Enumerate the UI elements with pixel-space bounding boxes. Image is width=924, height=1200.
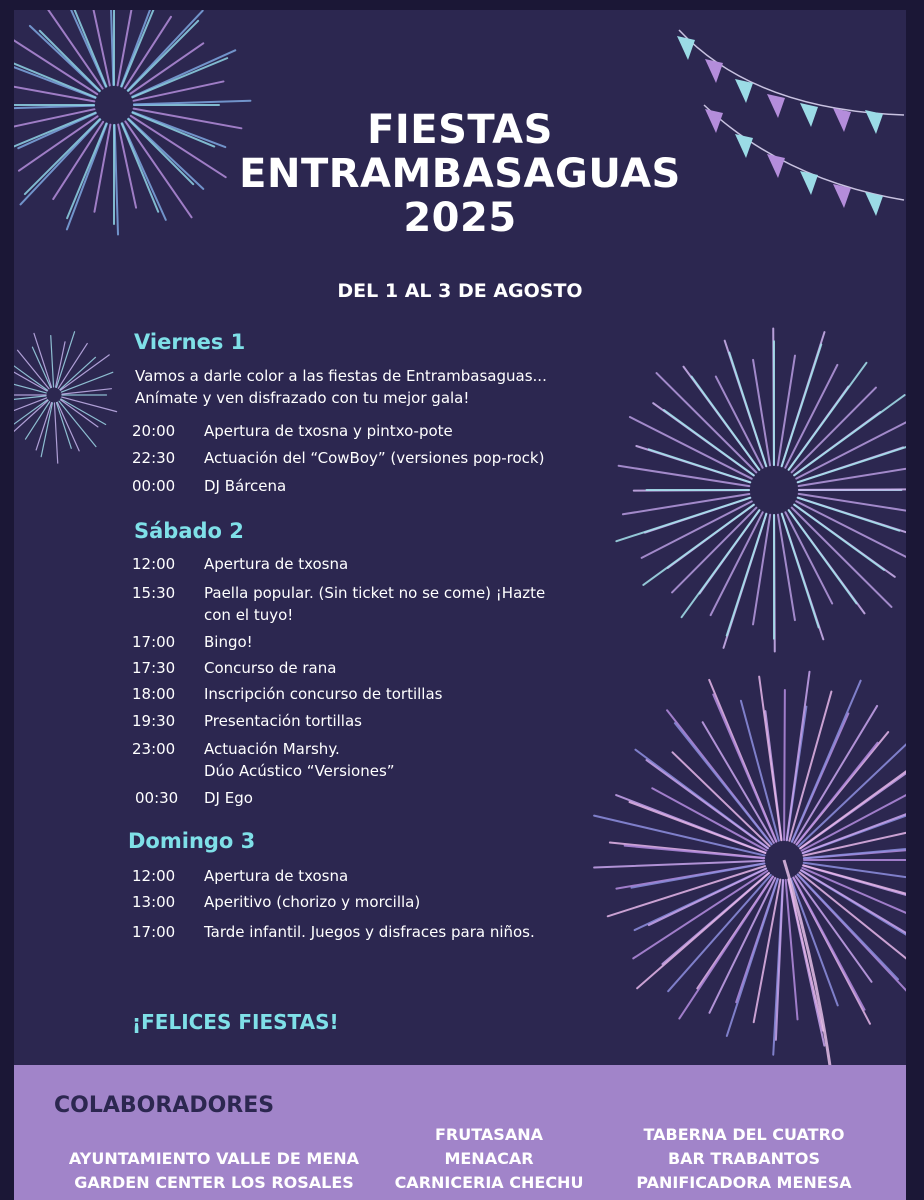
day-heading-viernes: Viernes 1 xyxy=(134,330,246,354)
event-description: Tarde infantil. Juegos y disfraces para niños. xyxy=(204,923,535,941)
intro-line-2: Anímate y ven disfrazado con tu mejor gala! xyxy=(135,389,470,407)
day-heading-domingo: Domingo 3 xyxy=(128,829,256,853)
event-time: 20:00 xyxy=(132,422,176,440)
schedule-row xyxy=(132,891,604,913)
sponsor-name: CARNICERIA CHECHU xyxy=(394,1173,584,1192)
event-time: 12:00 xyxy=(132,555,176,573)
event-description-line-2: con el tuyo! xyxy=(204,606,294,624)
event-dates: DEL 1 AL 3 DE AGOSTO xyxy=(337,280,583,302)
closing-message: ¡FELICES FIESTAS! xyxy=(132,1010,339,1034)
event-description-line-1: Paella popular. (Sin ticket no se come) ¡Hazte xyxy=(204,584,546,602)
event-time: 00:30 xyxy=(135,789,179,807)
schedule-row xyxy=(132,787,604,809)
sponsor-name: FRUTASANA xyxy=(435,1125,543,1144)
firework-left-small xyxy=(14,332,117,463)
bunting-flag xyxy=(705,59,723,83)
event-time: 22:30 xyxy=(132,449,176,467)
event-time: 19:30 xyxy=(132,712,176,730)
title-line-3: 2025 xyxy=(403,195,517,241)
sponsors-column-3 xyxy=(619,1123,869,1195)
event-time: 18:00 xyxy=(132,685,176,703)
event-description: Bingo! xyxy=(204,633,253,651)
event-description xyxy=(204,582,604,626)
poster-title xyxy=(14,108,906,240)
sponsor-name: GARDEN CENTER LOS ROSALES xyxy=(74,1173,354,1192)
event-description: Concurso de rana xyxy=(204,659,337,677)
sponsor-name: BAR TRABANTOS xyxy=(667,1149,821,1168)
schedule-row xyxy=(132,921,604,943)
schedule-row xyxy=(132,865,604,887)
event-time: 17:00 xyxy=(132,923,176,941)
sponsors-column-1 xyxy=(44,1147,384,1195)
event-description: Apertura de txosna y pintxo-pote xyxy=(204,422,453,440)
bunting-flag xyxy=(677,36,695,60)
sponsor-name: PANIFICADORA MENESA xyxy=(636,1173,852,1192)
event-time: 12:00 xyxy=(132,867,176,885)
event-description: DJ Bárcena xyxy=(204,477,287,495)
event-description: Presentación tortillas xyxy=(204,712,362,730)
firework-right-upper xyxy=(616,329,906,652)
schedule-row xyxy=(132,683,604,705)
event-time: 00:00 xyxy=(132,477,176,495)
sponsors-section xyxy=(14,1065,906,1200)
event-description: Actuación del “CowBoy” (versiones pop-rock) xyxy=(204,449,545,467)
schedule-row xyxy=(132,657,604,679)
event-description: Apertura de txosna xyxy=(204,867,349,885)
sponsor-name: MENACAR xyxy=(444,1149,534,1168)
event-description: Apertura de txosna xyxy=(204,555,349,573)
sponsor-name: TABERNA DEL CUATRO xyxy=(643,1125,845,1144)
event-time: 17:00 xyxy=(132,633,176,651)
intro-line-1: Vamos a darle color a las fiestas de Entrambasaguas... xyxy=(135,367,547,385)
bunting-flag xyxy=(735,79,753,103)
schedule-row xyxy=(132,553,604,575)
schedule-row xyxy=(132,582,604,626)
schedule-row xyxy=(132,738,604,782)
schedule-row xyxy=(132,447,604,469)
event-time: 13:00 xyxy=(132,893,176,911)
event-time: 15:30 xyxy=(132,584,176,602)
sponsor-name: AYUNTAMIENTO VALLE DE MENA xyxy=(68,1149,360,1168)
event-description: Aperitivo (chorizo y morcilla) xyxy=(204,893,421,911)
firework-right-lower xyxy=(594,672,906,1055)
event-time: 17:30 xyxy=(132,659,176,677)
sponsors-title: COLABORADORES xyxy=(54,1093,275,1118)
event-description: DJ Ego xyxy=(204,789,253,807)
schedule-row xyxy=(132,631,604,653)
schedule-row xyxy=(132,420,604,442)
event-description-line-2: Dúo Acústico “Versiones” xyxy=(204,762,395,780)
event-description: Inscripción concurso de tortillas xyxy=(204,685,443,703)
poster xyxy=(14,10,906,1200)
title-line-1: FIESTAS xyxy=(367,107,553,153)
title-line-2: ENTRAMBASAGUAS xyxy=(239,151,681,197)
sponsors-column-2 xyxy=(384,1123,594,1195)
event-description xyxy=(204,738,604,782)
event-description-line-1: Actuación Marshy. xyxy=(204,740,340,758)
day-heading-sabado: Sábado 2 xyxy=(134,519,244,543)
viernes-intro xyxy=(135,365,547,409)
schedule-row xyxy=(132,710,604,732)
event-time: 23:00 xyxy=(132,740,176,758)
schedule-row xyxy=(132,475,604,497)
